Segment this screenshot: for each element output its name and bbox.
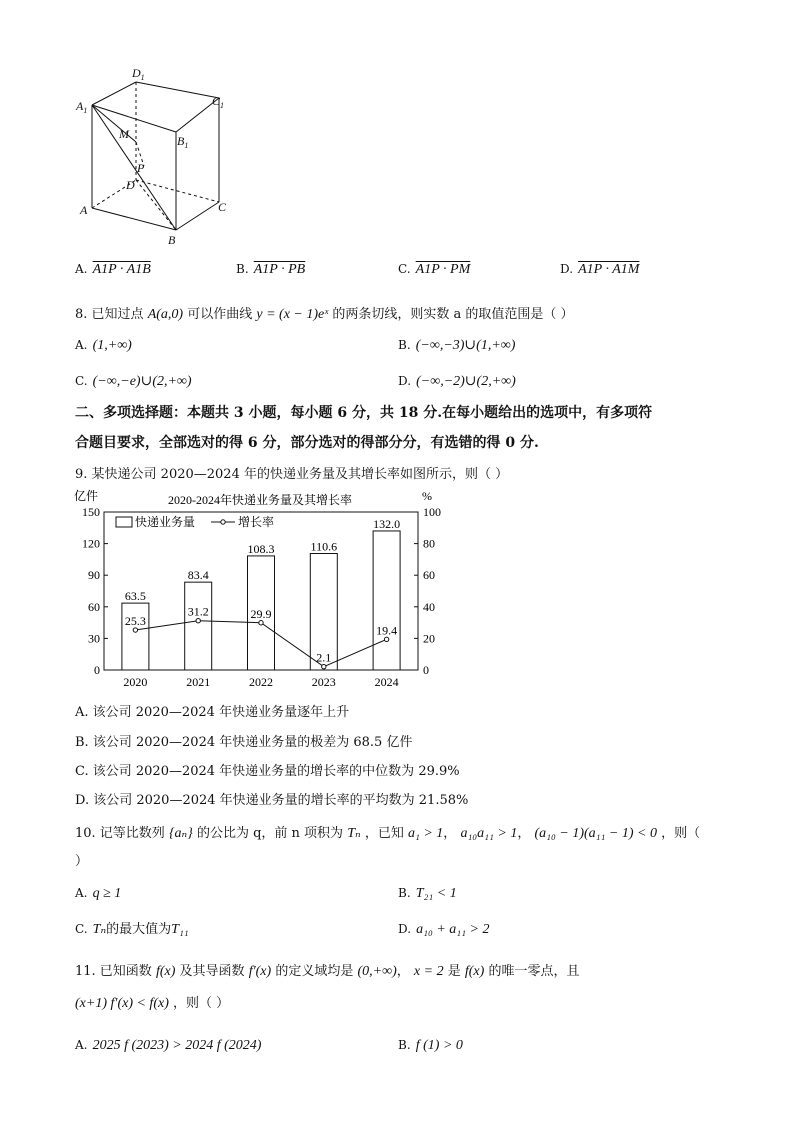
growth-point-2022	[259, 621, 263, 625]
y2-tick-label: 60	[423, 568, 435, 583]
growth-point-2024	[384, 637, 388, 641]
q7-option-d[interactable]: D. A1P · A1M	[560, 262, 640, 277]
bar-label-2023: 110.6	[310, 539, 338, 554]
bar-label-2020: 63.5	[124, 589, 146, 604]
growth-label-2021: 31.2	[187, 604, 209, 619]
chart-express-business	[70, 486, 450, 696]
label-m: M	[119, 127, 129, 141]
label-b1: $B_1$	[177, 134, 189, 150]
legend-bar-label: 快递业务量	[135, 515, 196, 529]
q11-stem-line2: (x+1) f′(x) < f(x) ，则（ ）	[75, 996, 230, 1011]
y2-tick-label: 0	[423, 663, 429, 677]
q10-option-a[interactable]: A. q ≥ 1	[75, 886, 122, 901]
y2-tick-label: 20	[423, 631, 435, 646]
chart-legend	[116, 514, 274, 529]
y2-tick-label: 100	[423, 505, 441, 519]
y-tick-label: 0	[94, 663, 100, 677]
bar-label-2021: 83.4	[187, 568, 209, 583]
label-p: P	[137, 161, 145, 175]
q10-option-b[interactable]: B. T₂₁ < 1	[398, 886, 457, 901]
growth-point-2023	[322, 664, 326, 668]
q7-option-b[interactable]: B. A1P · PB	[236, 262, 306, 277]
growth-label-2020: 25.3	[124, 614, 146, 629]
q7-option-a[interactable]: A. A1P · A1B	[75, 262, 151, 277]
growth-point-2021	[196, 619, 200, 623]
section2-line1: 二、多项选择题：本题共 3 小题，每小题 6 分，共 18 分.在每小题给出的选项中，有多项符	[75, 405, 653, 421]
y-tick-label: 90	[88, 568, 100, 583]
legend-line-marker	[221, 520, 225, 524]
q11-option-b[interactable]: B. f (1) > 0	[398, 1038, 463, 1053]
q8-option-d[interactable]: D. (−∞,−2)∪(2,+∞)	[398, 374, 516, 389]
q11-stem: 11. 已知函数 f(x) 及其导函数 f′(x) 的定义域均是 (0,+∞)， x = 2 是 f(x) 的唯一零点，且	[75, 964, 580, 979]
y-tick-label: 120	[82, 536, 100, 551]
q8-option-a[interactable]: A. (1,+∞)	[75, 338, 132, 353]
x-tick-label-2021: 2021	[186, 675, 211, 689]
q8-stem: 8. 已知过点 A(a,0) 可以作曲线 y = (x − 1)eˣ 的两条切线，则实数 a 的取值范围是（ ）	[75, 307, 574, 322]
label-c1: $C_1$	[212, 94, 225, 110]
y-tick-label: 150	[82, 505, 100, 519]
label-a: A	[80, 203, 88, 217]
label-c: C	[218, 200, 227, 214]
q9-option-a[interactable]: A. 该公司 2020—2024 年快递业务量逐年上升	[75, 705, 350, 720]
chart-y2label: %	[422, 489, 432, 503]
q9-option-b[interactable]: B. 该公司 2020—2024 年快递业务量的极差为 68.5 亿件	[75, 735, 413, 750]
x-tick-label-2023: 2023	[311, 675, 336, 689]
growth-point-2020	[133, 628, 137, 632]
label-a1: $A_1$	[76, 99, 88, 115]
q10-stem-line2: ）	[75, 854, 89, 869]
y2-tick-label: 40	[423, 599, 435, 614]
q10-stem: 10. 记等比数列 {aₙ} 的公比为 q，前 n 项积为 Tₙ ，已知 a₁ > 1， a₁₀a₁₁ > 1， (a₁₀ − 1)(a₁₁ − 1) < 0 ，则（	[75, 826, 701, 841]
q7-option-c[interactable]: C. A1P · PM	[398, 262, 471, 277]
q9-stem: 9. 某快递公司 2020—2024 年的快递业务量及其增长率如图所示，则（ ）	[75, 467, 509, 482]
legend-line-label: 增长率	[238, 515, 275, 529]
x-tick-label-2022: 2022	[249, 675, 273, 689]
chart-title: 2020-2024年快递业务量及其增长率	[168, 493, 352, 507]
growth-label-2024: 19.4	[376, 623, 398, 638]
q9-option-d[interactable]: D. 该公司 2020—2024 年快递业务量的增长率的平均数为 21.58%	[75, 793, 469, 808]
legend-bar-swatch	[116, 517, 132, 527]
q8-option-b[interactable]: B. (−∞,−3)∪(1,+∞)	[398, 338, 516, 353]
chart-ylabel: 亿件	[74, 489, 99, 503]
bar-label-2022: 108.3	[247, 541, 275, 556]
q10-option-d[interactable]: D. a₁₀ + a₁₁ > 2	[398, 922, 490, 937]
q10-option-c[interactable]: C. Tₙ的最大值为T₁₁	[75, 922, 189, 937]
label-b: B	[168, 233, 176, 247]
growth-label-2023: 2.1	[316, 650, 332, 665]
y2-tick-label: 80	[423, 536, 435, 551]
x-tick-label-2024: 2024	[374, 675, 399, 689]
y-tick-label: 30	[88, 631, 100, 646]
q11-option-a[interactable]: A. 2025 f (2023) > 2024 f (2024)	[75, 1038, 262, 1053]
bar-label-2024: 132.0	[373, 516, 401, 531]
label-d1: $D_1$	[132, 66, 145, 82]
bar-2021	[185, 582, 212, 670]
bar-2024	[373, 531, 400, 670]
label-d: D	[126, 178, 135, 192]
cube-figure	[70, 62, 240, 247]
q8-option-c[interactable]: C. (−∞,−e)∪(2,+∞)	[75, 374, 192, 389]
x-tick-label-2020: 2020	[123, 675, 148, 689]
section2-line2: 合题目要求，全部选对的得 6 分，部分选对的得部分分，有选错的得 0 分.	[75, 435, 539, 451]
growth-label-2022: 29.9	[250, 606, 272, 621]
q9-option-c[interactable]: C. 该公司 2020—2024 年快递业务量的增长率的中位数为 29.9%	[75, 764, 460, 779]
y-tick-label: 60	[88, 599, 100, 614]
